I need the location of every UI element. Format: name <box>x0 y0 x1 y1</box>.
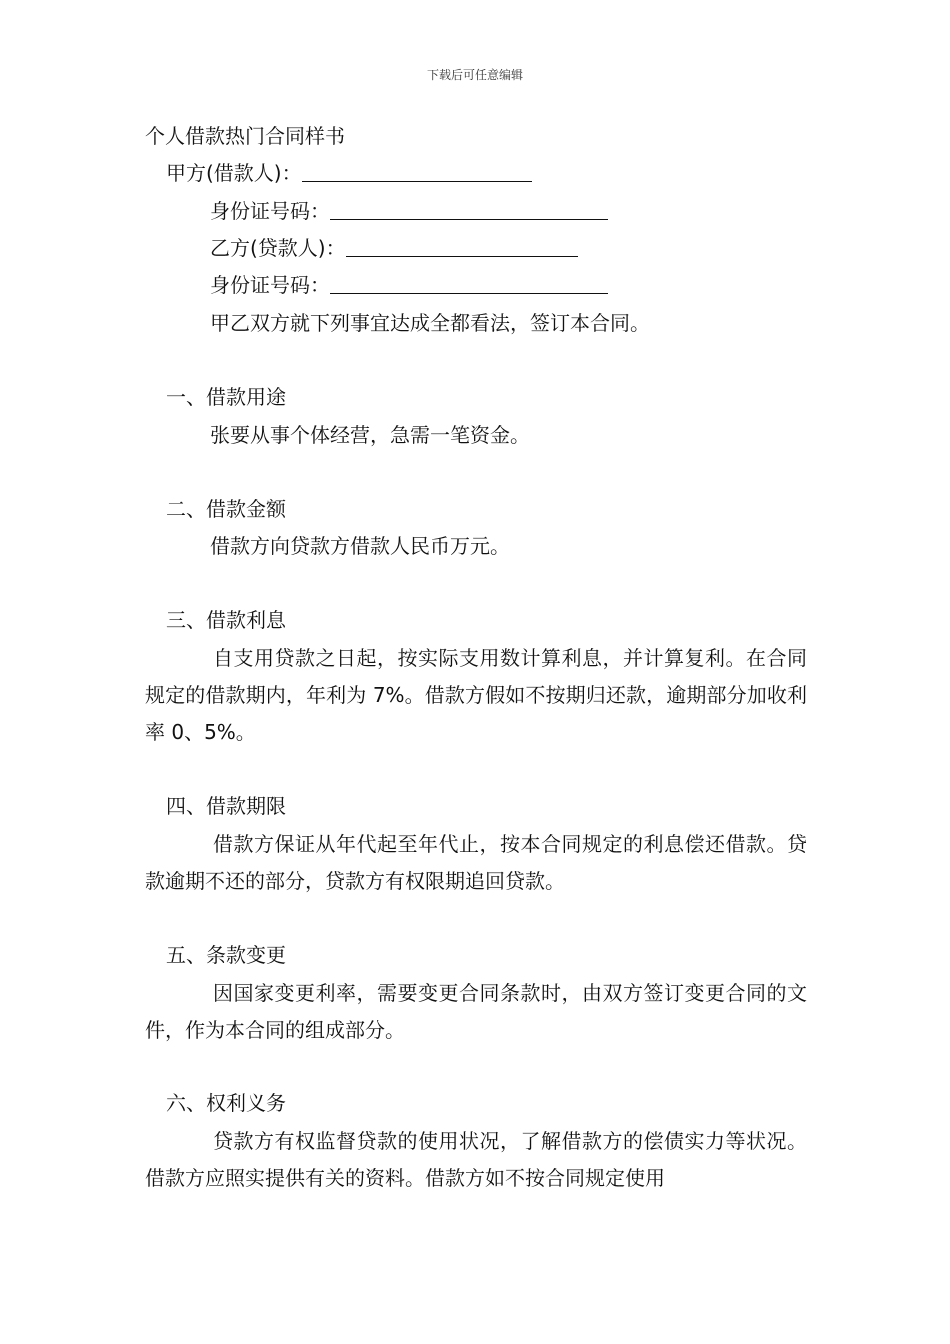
section-body: 张要从事个体经营，急需一笔资金。 <box>210 423 530 447</box>
intro-text: 甲乙双方就下列事宜达成全都看法，签订本合同。 <box>210 311 650 335</box>
party-b-label: 乙方(贷款人)： <box>210 236 346 260</box>
party-a-row <box>166 160 532 186</box>
id-label-1: 身份证号码： <box>210 199 330 223</box>
section-body: 借款方保证从年代起至年代止，按本合同规定的利息偿还借款。贷款逾期不还的部分，贷款方有权限期追回贷款。 <box>145 832 807 893</box>
party-a-label: 甲方(借款人)： <box>166 161 302 185</box>
section-heading: 四、借款期限 <box>166 794 286 818</box>
party-a-blank <box>302 161 532 182</box>
id-blank-2 <box>330 273 608 294</box>
section-body: 因国家变更利率，需要变更合同条款时，由双方签订变更合同的文件，作为本合同的组成部分。 <box>145 981 807 1042</box>
id-row-1 <box>210 198 608 224</box>
id-label-2: 身份证号码： <box>210 273 330 297</box>
section-heading: 五、条款变更 <box>166 943 286 967</box>
section-heading: 三、借款利息 <box>166 608 286 632</box>
section-heading: 一、借款用途 <box>166 385 286 409</box>
id-blank-1 <box>330 199 608 220</box>
page-header-note: 下载后可任意编辑 <box>426 68 523 82</box>
section-heading: 六、权利义务 <box>166 1091 286 1115</box>
section-body: 借款方向贷款方借款人民币万元。 <box>210 534 510 558</box>
document-title: 个人借款热门合同样书 <box>145 124 345 148</box>
section-body: 自支用贷款之日起，按实际支用数计算利息，并计算复利。在合同规定的借款期内，年利为 7%。借款方假如不按期归还款，逾期部分加收利率 0、5%。 <box>145 646 807 744</box>
id-row-2 <box>210 272 608 298</box>
section-heading: 二、借款金额 <box>166 497 286 521</box>
section-body: 贷款方有权监督贷款的使用状况，了解借款方的偿债实力等状况。借款方应照实提供有关的资料。借款方如不按合同规定使用 <box>145 1129 807 1190</box>
party-b-blank <box>346 236 578 257</box>
party-b-row <box>210 235 578 261</box>
